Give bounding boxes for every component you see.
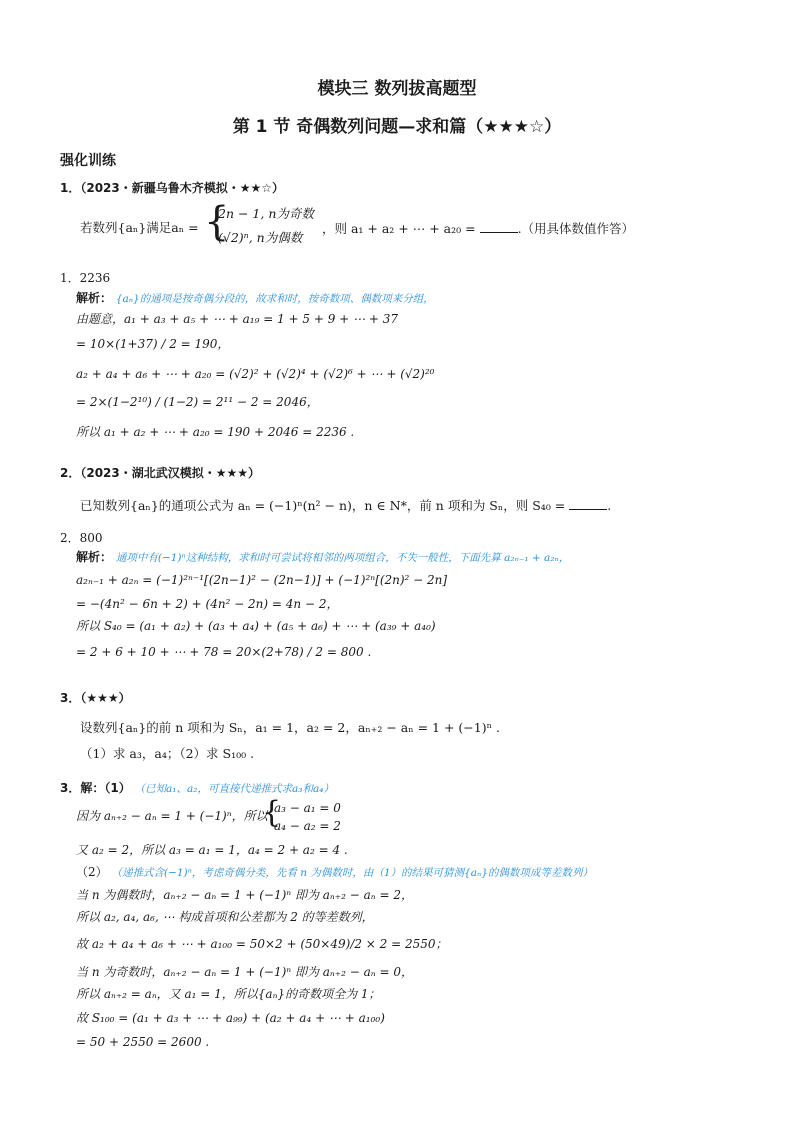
section-title: 第 1 节 奇偶数列问题—求和篇（★★★☆） — [232, 117, 562, 137]
part-2-label: （2） — [76, 865, 108, 879]
problem-1-tail: .（用具体数值作答） — [517, 221, 635, 236]
solution-hint: （已知a₁、a₂，可直接代递推式求a₃和a₄） — [134, 783, 334, 795]
problem-1-question-post — [322, 220, 634, 237]
solution-line: 所以 aₙ₊₂ = aₙ，又 a₁ = 1，所以{aₙ}的奇数项全为 1； — [76, 987, 381, 1001]
solution-line: 所以 a₁ + a₂ + ⋯ + a₂₀ = 190 + 2046 = 2236 . — [76, 425, 355, 439]
solution-hint: {aₙ}的通项是按奇偶分段的，故求和时，按奇数项、偶数项来分组， — [115, 293, 434, 305]
solution-line: 当 n 为偶数时，aₙ₊₂ − aₙ = 1 + (−1)ⁿ 即为 aₙ₊₂ − aₙ = 2， — [76, 888, 413, 902]
system-brace: { — [262, 795, 282, 830]
problem-3-answer: 3．解：（1） — [60, 781, 131, 795]
problem-3-question: 设数列{aₙ}的前 n 项和为 Sₙ，a₁ = 1，a₂ = 2，aₙ₊₂ − aₙ = 1 + (−1)ⁿ . — [80, 720, 500, 735]
solution-line: = 2 + 6 + 10 + ⋯ + 78 = 20×(2+78) / 2 = 800 . — [76, 645, 372, 659]
solution-line: 故 a₂ + a₄ + a₆ + ⋯ + a₁₀₀ = 50×2 + (50×49)/2 × 2 = 2550； — [76, 937, 448, 951]
solution-line: = 50 + 2550 = 2600 . — [76, 1035, 210, 1049]
problem-2-header: 2．（2023・湖北武汉模拟・★★★） — [60, 466, 261, 480]
solution-line: 故 S₁₀₀ = (a₁ + a₃ + ⋯ + a₉₉) + (a₂ + a₄ + ⋯ + a₁₀₀) — [76, 1011, 385, 1025]
analysis-label: 解析： — [76, 550, 113, 564]
answer-blank — [480, 220, 518, 233]
solution-line: 当 n 为奇数时，aₙ₊₂ − aₙ = 1 + (−1)ⁿ 即为 aₙ₊₂ − aₙ = 0， — [76, 965, 413, 979]
problem-3-subquestions: （1）求 a₃，a₄；（2）求 S₁₀₀ . — [80, 746, 255, 761]
solution-line — [76, 290, 434, 307]
solution-line: 又 a₂ = 2，所以 a₃ = a₁ = 1，a₄ = 2 + a₂ = 4 . — [76, 843, 348, 857]
solution-line: a₄ − a₂ = 2 — [274, 819, 341, 833]
problem-1-answer: 1．2236 — [60, 271, 111, 285]
practice-heading: 强化训练 — [60, 153, 116, 169]
solution-line: 由题意，a₁ + a₃ + a₅ + ⋯ + a₁₉ = 1 + 5 + 9 + ⋯ + 37 — [76, 312, 398, 326]
problem-2-text: 已知数列{aₙ}的通项公式为 aₙ = (−1)ⁿ(n² − n)，n ∈ N*，前 n 项和为 Sₙ，则 S₄₀ = — [80, 498, 566, 513]
solution-line: a₂ₙ₋₁ + a₂ₙ = (−1)²ⁿ⁻¹[(2n−1)² − (2n−1)] + (−1)²ⁿ[(2n)² − 2n] — [76, 573, 448, 587]
answer-blank — [569, 497, 607, 510]
solution-hint: 通项中有(−1)ⁿ这种结构，求和时可尝试将相邻的两项组合，不失一般性，下面先算 a₂ₙ₋₁ + a₂ₙ， — [115, 552, 570, 564]
solution-line — [76, 864, 776, 881]
solution-line: = 10×(1+37) / 2 = 190， — [76, 337, 230, 351]
piecewise-brace: { — [204, 199, 230, 245]
solution-line — [76, 549, 569, 566]
solution-line — [60, 780, 334, 797]
analysis-label: 解析： — [76, 291, 113, 305]
problem-2-answer: 2．800 — [60, 531, 103, 545]
problem-1-question-pre: 若数列{aₙ}满足aₙ = — [80, 220, 199, 235]
problem-1-case-even: (√2)ⁿ, n为偶数 — [218, 230, 303, 245]
problem-2-question — [80, 497, 611, 514]
solution-line: = −(4n² − 6n + 2) + (4n² − 2n) = 4n − 2， — [76, 597, 339, 611]
solution-line: 所以 S₄₀ = (a₁ + a₂) + (a₃ + a₄) + (a₅ + a₆) + ⋯ + (a₃₉ + a₄₀) — [76, 619, 436, 633]
solution-line: 因为 aₙ₊₂ − aₙ = 1 + (−1)ⁿ，所以 — [76, 809, 268, 823]
problem-1-case-odd: 2n − 1, n为奇数 — [218, 206, 314, 221]
module-title: 模块三 数列拔高题型 — [317, 79, 477, 99]
problem-3-header: 3．（★★★） — [60, 691, 131, 705]
solution-hint: （递推式含(−1)ⁿ，考虑奇偶分类，先看 n 为偶数时，由（1）的结果可猜测{aₙ}的偶数项成等差数列） — [111, 867, 593, 879]
solution-line: = 2×(1−2¹⁰) / (1−2) = 2¹¹ − 2 = 2046， — [76, 395, 319, 409]
solution-line: 所以 a₂, a₄, a₆, ⋯ 构成首项和公差都为 2 的等差数列， — [76, 910, 374, 924]
solution-line: a₃ − a₁ = 0 — [274, 801, 341, 815]
problem-2-tail: . — [607, 498, 612, 513]
solution-line: a₂ + a₄ + a₆ + ⋯ + a₂₀ = (√2)² + (√2)⁴ + (√2)⁶ + ⋯ + (√2)²⁰ — [76, 367, 435, 381]
problem-1-sum-expr: ，则 a₁ + a₂ + ⋯ + a₂₀ = — [322, 221, 476, 236]
problem-1-header: 1．（2023・新疆乌鲁木齐模拟・★★☆） — [60, 181, 285, 195]
